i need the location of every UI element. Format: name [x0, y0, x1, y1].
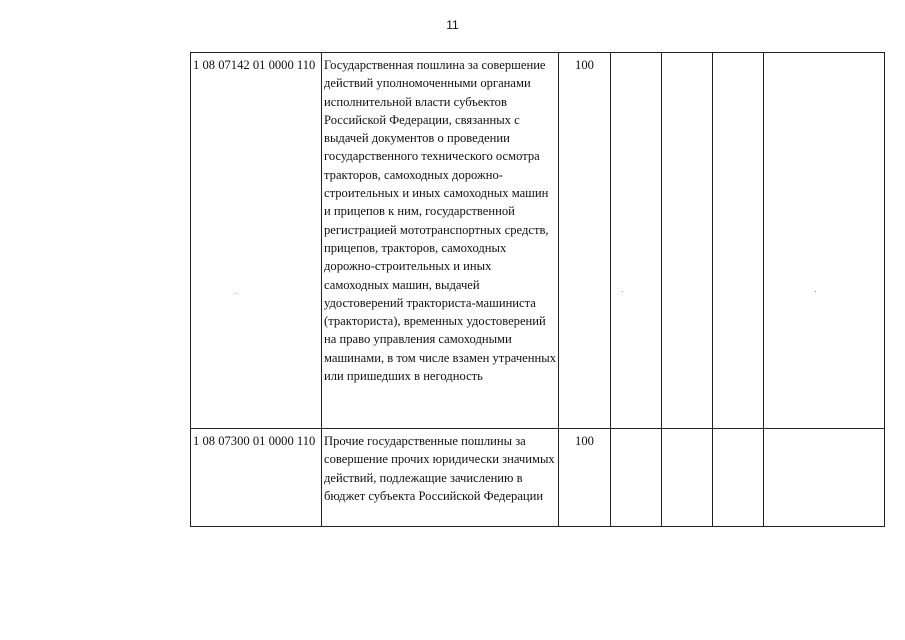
scan-speck: [815, 291, 816, 292]
description-line: и прицепов к ним, государственной: [324, 204, 515, 219]
description-line: выдачей документов о проведении: [324, 131, 510, 146]
scan-speck: [235, 293, 236, 294]
empty-cell: [713, 53, 764, 429]
description-line: строительных и иных самоходных машин: [324, 186, 549, 201]
description-cell: [322, 53, 559, 429]
empty-cell: [662, 429, 713, 527]
value-cell: 100: [559, 53, 611, 429]
budget-code-cell: 1 08 07142 01 0000 110: [191, 53, 322, 429]
value-cell: 100: [559, 429, 611, 527]
description-line: бюджет субъекта Российской Федерации: [324, 488, 544, 503]
description-line: тракторов, самоходных дорожно-: [324, 167, 503, 182]
table-row: [191, 53, 885, 429]
description-line: исполнительной власти субъектов: [324, 94, 507, 109]
description-line: самоходных машин, выдачей: [324, 277, 480, 292]
table-row: [191, 429, 885, 527]
description-line: действий уполномоченными органами: [324, 76, 531, 91]
empty-cell: [611, 53, 662, 429]
description-line: Прочие государственные пошлины за: [324, 434, 526, 448]
description-line: прицепов, тракторов, самоходных: [324, 240, 507, 255]
description-line: удостоверений тракториста-машиниста: [324, 295, 536, 310]
budget-code-cell: 1 08 07300 01 0000 110: [191, 429, 322, 527]
description-line: государственного технического осмотра: [324, 149, 540, 164]
budget-revenue-table: [190, 52, 885, 527]
description-line: Российской Федерации, связанных с: [324, 112, 520, 127]
empty-cell: [713, 429, 764, 527]
description-line: дорожно-строительных и иных: [324, 259, 492, 274]
empty-cell: [764, 429, 885, 527]
description-line: на право управления самоходными: [324, 332, 512, 347]
empty-cell: [611, 429, 662, 527]
description-line: машинами, в том числе взамен утраченных: [324, 350, 556, 365]
description-line: Государственная пошлина за совершение: [324, 58, 546, 72]
description-line: (тракториста), временных удостоверений: [324, 314, 546, 329]
description-line: регистрацией мототранспортных средств,: [324, 222, 549, 237]
description-cell: [322, 429, 559, 527]
empty-cell: [764, 53, 885, 429]
description-line: действий, подлежащие зачислению в: [324, 470, 523, 485]
description-line: совершение прочих юридически значимых: [324, 452, 555, 467]
page-number: 11: [446, 18, 459, 32]
scan-speck: [622, 291, 623, 292]
empty-cell: [662, 53, 713, 429]
description-line: или пришедших в негодность: [324, 369, 483, 384]
